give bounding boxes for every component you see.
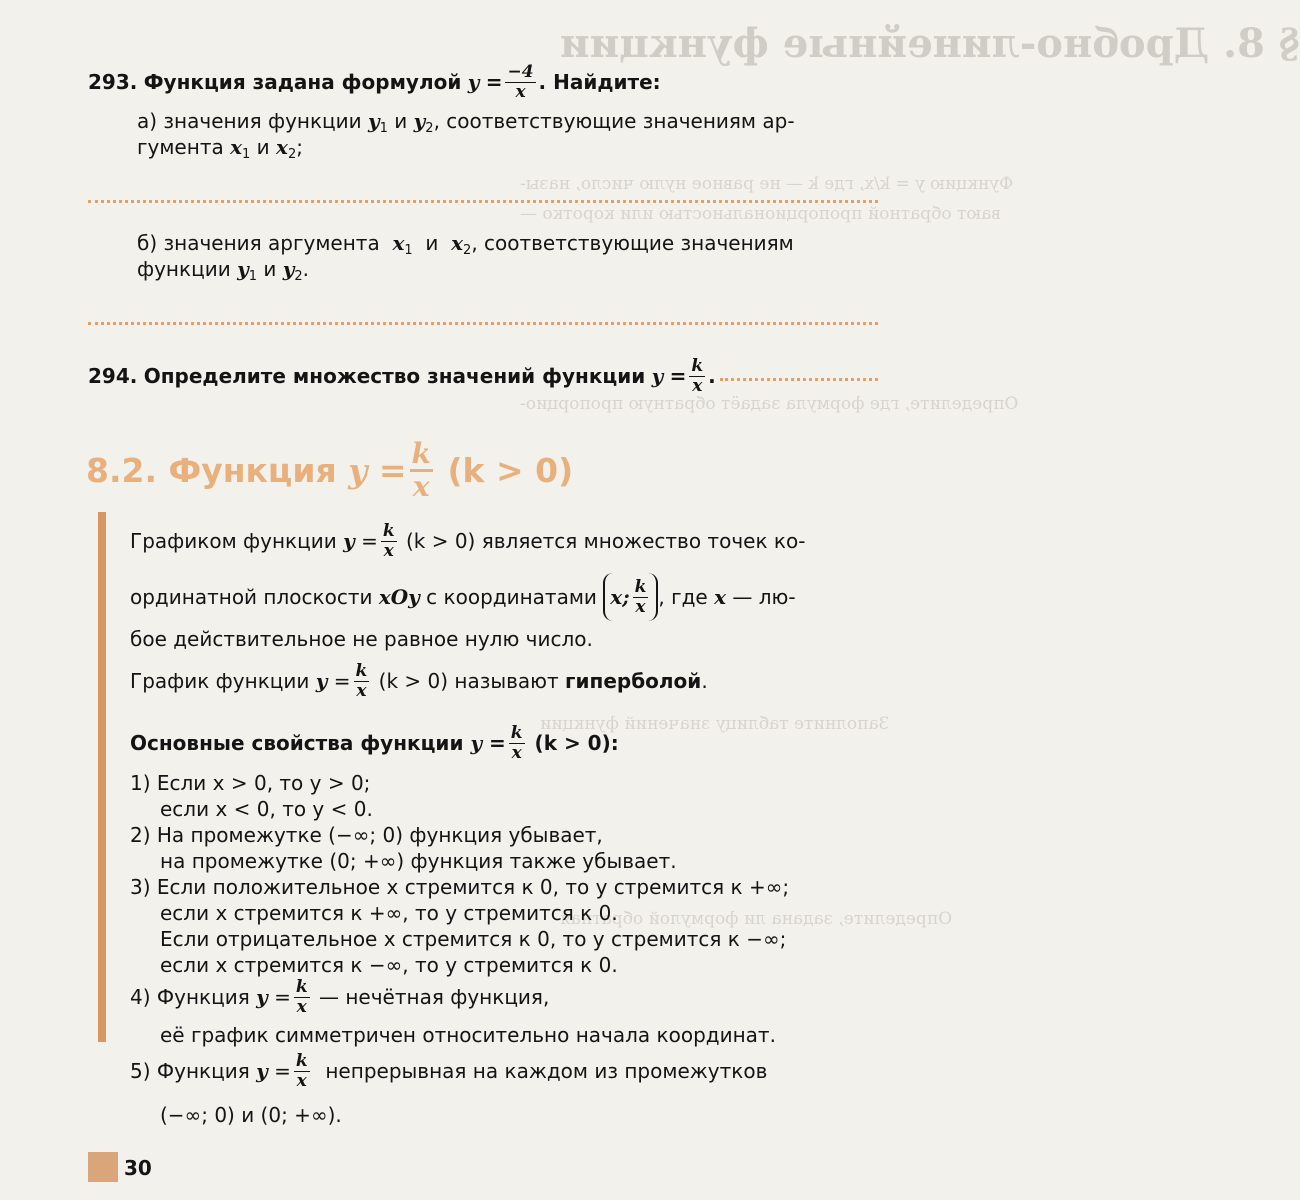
- var-y: y: [237, 257, 249, 281]
- definition-line-3: [130, 626, 593, 652]
- fraction-numerator: k: [382, 520, 395, 541]
- equals-sign: =: [485, 70, 503, 94]
- answer-dotted-line: [88, 322, 878, 325]
- equals-sign: =: [361, 529, 378, 553]
- answer-dotted-line: [720, 378, 878, 381]
- fraction-denominator: x: [383, 540, 394, 561]
- definition-text: ординатной плоскости: [130, 585, 373, 609]
- bleed-through-text: Функцию y = k/x, где k — не равное нулю число, назы-: [520, 174, 1014, 194]
- definition-line-2: [130, 572, 796, 622]
- properties-heading-text: (k > 0):: [534, 731, 619, 755]
- bleed-through-text: Заполните таблицу значений функции: [540, 714, 890, 734]
- definition-text: бое действительное не равное нулю число.: [130, 627, 593, 651]
- subscript: 1: [404, 243, 413, 258]
- equals-sign: =: [489, 731, 506, 755]
- page-number: 30: [124, 1156, 152, 1180]
- equals-sign: =: [333, 669, 351, 693]
- property-text: 4) Функция: [130, 985, 250, 1009]
- property-1-line-1: 1) Если x > 0, то y > 0;: [130, 771, 371, 795]
- definition-fraction: [354, 662, 370, 701]
- part-text: , соответствующие значениям ар-: [433, 109, 795, 133]
- definition-text: .: [701, 669, 708, 693]
- property-4-line-1: [130, 972, 549, 1022]
- property-text: 5) Функция: [130, 1059, 250, 1083]
- var-y: y: [343, 529, 355, 553]
- definition-line-1: [130, 516, 805, 566]
- subscript: 2: [463, 243, 472, 258]
- var-y: y: [470, 731, 483, 755]
- bleed-through-heading: § 8. Дробно-линейные функции: [560, 20, 1300, 67]
- fraction-numerator: k: [691, 355, 704, 376]
- property-fraction: [294, 978, 310, 1017]
- var-x: x: [276, 135, 288, 159]
- section-label: 8.2. Функция: [86, 450, 337, 490]
- properties-heading-text: Основные свойства функции: [130, 731, 464, 755]
- var-y: y: [651, 364, 664, 388]
- bleed-through-text: Определите, задана ли формулой обратная: [560, 909, 953, 929]
- fraction-denominator: x: [296, 996, 307, 1017]
- var-y: y: [282, 257, 295, 281]
- point-coordinates: [603, 573, 658, 621]
- var-y: y: [467, 70, 480, 94]
- exercise-294-statement: [88, 352, 716, 400]
- term-hyperbola: гиперболой: [565, 669, 702, 693]
- fraction-denominator: x: [515, 81, 526, 102]
- section-heading: [86, 436, 574, 503]
- property-text: непрерывная на каждом из промежутков: [325, 1059, 768, 1083]
- part-text: , соответствующие значениям: [471, 231, 794, 255]
- part-text: и: [263, 257, 277, 281]
- subscript: 2: [425, 121, 434, 136]
- fraction-denominator: x: [356, 680, 367, 701]
- subscript: 2: [287, 147, 297, 162]
- exercise-293-statement: [88, 62, 661, 102]
- var-x: x: [714, 585, 727, 609]
- bleed-through-text: Определите, где формула задаёт обратную пропорцио-: [520, 394, 1019, 414]
- fraction-numerator: k: [295, 976, 308, 997]
- definition-line-4: [130, 656, 708, 706]
- part-text: ;: [296, 135, 303, 159]
- definition-fraction: [381, 522, 397, 561]
- definition-text: — лю-: [732, 585, 796, 609]
- equals-sign: =: [378, 450, 407, 490]
- property-2-line-2: на промежутке (0; +∞) функция также убывает.: [160, 849, 677, 873]
- part-text: и: [394, 109, 408, 133]
- property-text: — нечётная функция,: [319, 985, 550, 1009]
- part-text: и: [425, 231, 439, 255]
- fraction-numerator: −4: [507, 61, 534, 82]
- var-y: y: [413, 109, 426, 133]
- property-4-line-2: её график симметричен относительно начала координат.: [160, 1023, 776, 1047]
- property-1-line-2: если x < 0, то y < 0.: [160, 797, 373, 821]
- fraction-numerator: k: [295, 1050, 308, 1071]
- var-y: y: [368, 109, 380, 133]
- fraction-numerator: k: [634, 576, 647, 597]
- property-3-line-3: Если отрицательное x стремится к 0, то y стремится к −∞;: [160, 927, 787, 951]
- formula-fraction: [505, 63, 535, 102]
- section-fraction: [410, 436, 433, 503]
- definition-text: (k > 0) является множество точек ко-: [405, 529, 806, 553]
- fraction-denominator: x: [692, 375, 703, 396]
- part-text: гумента: [137, 135, 224, 159]
- definition-text: Графиком функции: [130, 529, 337, 553]
- exercise-text: Определите множество значений функции: [143, 364, 646, 388]
- property-fraction: [294, 1052, 310, 1091]
- part-text: б) значения аргумента: [137, 231, 380, 255]
- var-y: y: [256, 985, 268, 1009]
- section-condition: (k > 0): [447, 450, 574, 490]
- subscript: 1: [248, 269, 257, 284]
- var-y: y: [315, 669, 328, 693]
- subscript: 1: [379, 121, 388, 136]
- exercise-text: .: [708, 364, 716, 388]
- fraction-denominator: x: [296, 1070, 307, 1091]
- property-5-line-1: [130, 1046, 767, 1096]
- exercise-text: . Найдите:: [538, 70, 661, 94]
- subscript: 1: [242, 147, 251, 162]
- exercise-293-part-b-cont: [137, 256, 309, 290]
- property-5-line-2: (−∞; 0) и (0; +∞).: [160, 1103, 342, 1127]
- fraction-numerator: k: [355, 660, 368, 681]
- definition-text: , где: [658, 585, 708, 609]
- property-3-line-4: если x стремится к −∞, то y стремится к 0.: [160, 953, 618, 977]
- equals-sign: =: [669, 364, 687, 388]
- property-2-line-1: 2) На промежутке (−∞; 0) функция убывает,: [130, 823, 603, 847]
- part-text: функции: [137, 257, 231, 281]
- coord-x: x;: [610, 585, 630, 609]
- coord-fraction: [633, 578, 649, 617]
- bleed-through-text: вают обратной пропорциональностью или коротко —: [520, 204, 1001, 224]
- fraction-denominator: x: [412, 469, 430, 503]
- properties-heading: [130, 718, 619, 768]
- exercise-number: 293.: [88, 70, 138, 94]
- property-3-line-1: 3) Если положительное x стремится к 0, то y стремится к +∞;: [130, 875, 790, 899]
- definition-text: с координатами: [426, 585, 597, 609]
- var-x: x: [230, 135, 243, 159]
- definition-text: График функции: [130, 669, 310, 693]
- var-y: y: [256, 1059, 268, 1083]
- plane-name: xOy: [378, 585, 420, 609]
- part-text: .: [302, 257, 309, 281]
- answer-dotted-line: [88, 200, 878, 203]
- page-number-marker: [88, 1152, 118, 1182]
- fraction-denominator: x: [635, 596, 646, 617]
- equals-sign: =: [274, 1059, 291, 1083]
- equals-sign: =: [274, 985, 291, 1009]
- var-x: x: [451, 231, 464, 255]
- definition-text: (k > 0) называют: [378, 669, 559, 693]
- fraction-numerator: k: [411, 436, 431, 470]
- var-y: y: [348, 450, 368, 490]
- part-text: а) значения функции: [137, 109, 362, 133]
- subscript: 2: [294, 269, 303, 284]
- definition-accent-bar: [98, 512, 106, 1042]
- exercise-number: 294.: [88, 364, 138, 388]
- var-x: x: [392, 231, 405, 255]
- property-3-line-2: если x стремится к +∞, то y стремится к 0.: [160, 901, 618, 925]
- exercise-text: Функция задана формулой: [143, 70, 462, 94]
- fraction-numerator: k: [510, 722, 523, 743]
- part-text: и: [256, 135, 270, 159]
- fraction-denominator: x: [511, 742, 522, 763]
- formula-fraction: [689, 357, 705, 396]
- properties-fraction: [509, 724, 525, 763]
- exercise-293-part-a-cont: [137, 134, 303, 168]
